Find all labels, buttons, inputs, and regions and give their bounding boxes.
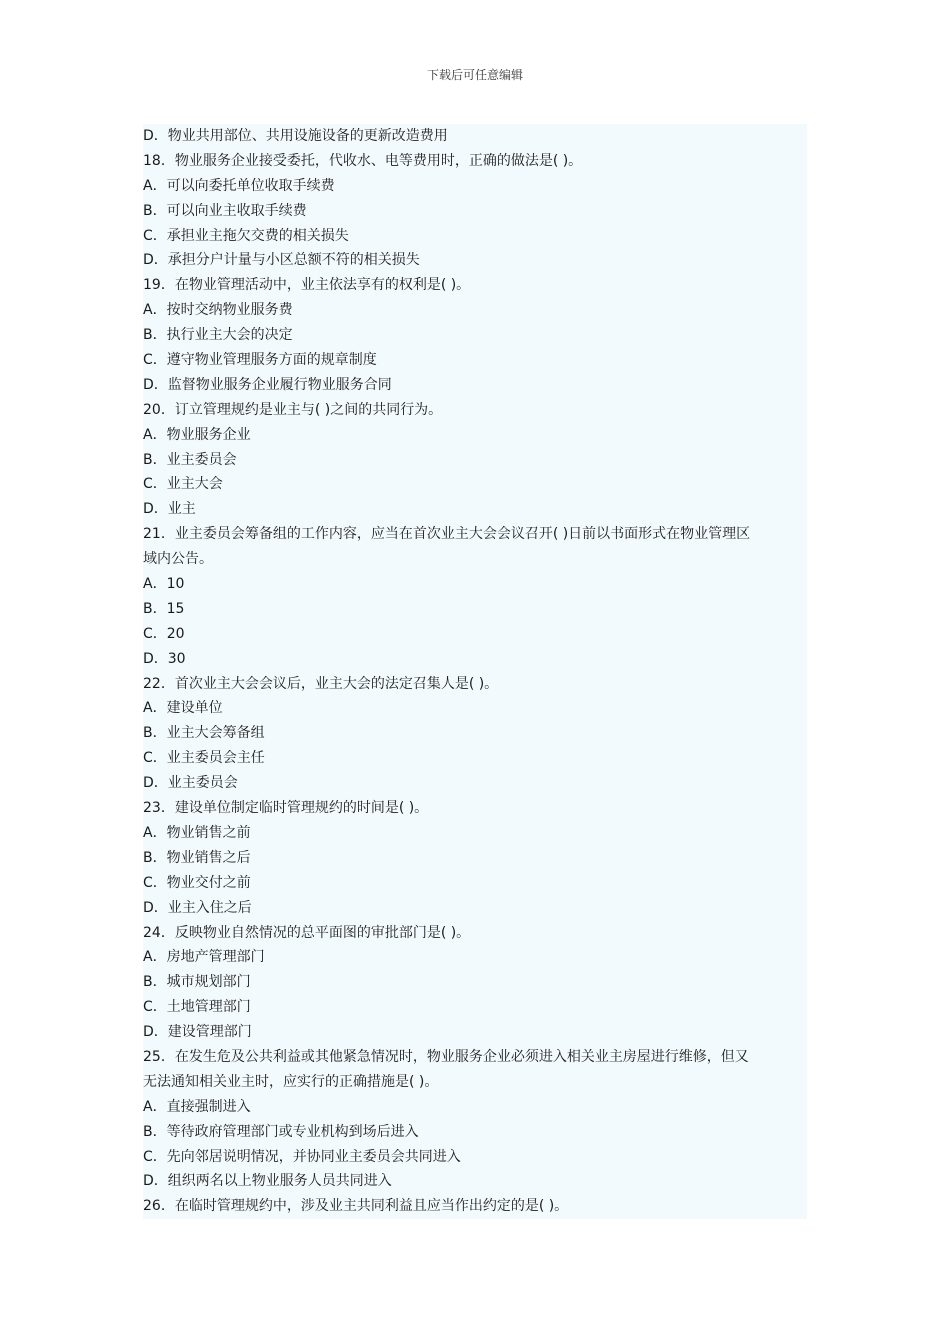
line-text: B．可以向业主收取手续费 — [143, 202, 307, 219]
line-text: B．业主委员会 — [143, 451, 237, 468]
question-text: 21．业主委员会筹备组的工作内容，应当在首次业主大会会议召开( )日前以书面形式在物业管理区 — [143, 526, 751, 543]
line-text: 无法通知相关业主时，应实行的正确措施是( )。 — [143, 1073, 439, 1090]
line-text: B．城市规划部门 — [143, 974, 251, 991]
line-text: C．土地管理部门 — [143, 999, 251, 1016]
line-text: D．业主 — [143, 501, 196, 518]
line-text: D．业主委员会 — [143, 775, 238, 792]
line-text: A．房地产管理部门 — [143, 949, 265, 966]
question-text: 23．建设单位制定临时管理规约的时间是( )。 — [143, 800, 429, 817]
question-text: 22．首次业主大会会议后，业主大会的法定召集人是( )。 — [143, 675, 499, 692]
line-text: B．业主大会筹备组 — [143, 725, 265, 742]
question-text: 20．订立管理规约是业主与( )之间的共同行为。 — [143, 401, 443, 418]
question-text: 18．物业服务企业接受委托，代收水、电等费用时，正确的做法是( )。 — [143, 152, 583, 169]
line-text: C．承担业主拖欠交费的相关损失 — [143, 227, 349, 244]
line-text: A．10 — [143, 576, 185, 593]
line-text: A．按时交纳物业服务费 — [143, 302, 293, 319]
line-text: C．先向邻居说明情况，并协同业主委员会共同进入 — [143, 1148, 461, 1165]
line-text: C．遵守物业管理服务方面的规章制度 — [143, 352, 377, 369]
line-text: C．20 — [143, 625, 185, 642]
question-text: 19．在物业管理活动中，业主依法享有的权利是( )。 — [143, 277, 471, 294]
line-text: D．承担分户计量与小区总额不符的相关损失 — [143, 252, 420, 269]
line-text: C．业主大会 — [143, 476, 223, 493]
line-text: C．物业交付之前 — [143, 874, 251, 891]
line-text: A．可以向委托单位收取手续费 — [143, 177, 335, 194]
line-text: D．组织两名以上物业服务人员共同进入 — [143, 1173, 392, 1190]
line-text: D．30 — [143, 650, 186, 667]
line-text: D．监督物业服务企业履行物业服务合同 — [143, 376, 392, 393]
question-text: 26．在临时管理规约中，涉及业主共同利益且应当作出约定的是( )。 — [143, 1198, 569, 1215]
line-text: C．业主委员会主任 — [143, 750, 265, 767]
page-header: 下载后可任意编辑 — [426, 68, 523, 82]
line-text: D．业主入住之后 — [143, 899, 252, 916]
line-text: B．执行业主大会的决定 — [143, 327, 293, 344]
line-text: A．直接强制进入 — [143, 1098, 251, 1115]
line-text: D．物业共用部位、共用设施设备的更新改造费用 — [143, 128, 448, 144]
line-text: B．等待政府管理部门或专业机构到场后进入 — [143, 1123, 419, 1140]
document-body — [143, 124, 807, 1219]
line-text: B．物业销售之后 — [143, 849, 251, 866]
question-text: 24．反映物业自然情况的总平面图的审批部门是( )。 — [143, 924, 471, 941]
line-text: 域内公告。 — [143, 551, 213, 568]
line-text: A．物业服务企业 — [143, 426, 251, 443]
question-text: 25．在发生危及公共利益或其他紧急情况时，物业服务企业必须进入相关业主房屋进行维修，但又 — [143, 1048, 749, 1065]
line-text: A．建设单位 — [143, 700, 223, 717]
line-text: D．建设管理部门 — [143, 1024, 252, 1041]
line-text: B．15 — [143, 600, 185, 617]
line-text: A．物业销售之前 — [143, 824, 251, 841]
